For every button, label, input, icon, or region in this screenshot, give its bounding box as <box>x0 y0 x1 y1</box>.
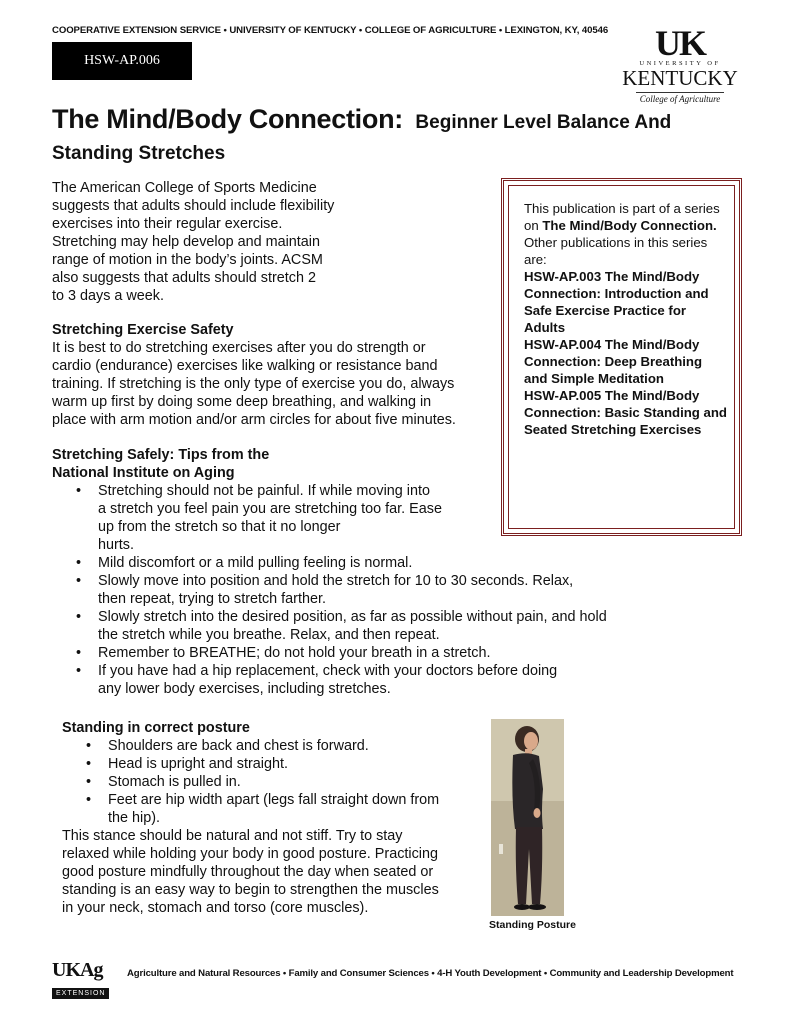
posture-heading: Standing in correct posture <box>62 720 250 736</box>
list-item-line: hurts. <box>98 537 134 553</box>
list-item <box>98 608 652 644</box>
ukag-logo-mark: UKAg <box>52 959 103 981</box>
intro-line: to 3 days a week. <box>52 288 164 304</box>
uk-college-logo <box>618 23 742 104</box>
list-item-line: • Stretching should not be painful. If while moving into <box>98 483 430 499</box>
intro-paragraph <box>52 179 382 305</box>
intro-line: range of motion in the body’s joints. ACSM <box>52 252 323 268</box>
uk-logo-kentucky: KENTUCKY <box>622 66 738 90</box>
intro-line: The American College of Sports Medicine <box>52 180 317 196</box>
sidebar-intro-text: This publication is part of a series on <box>524 201 720 233</box>
safety-heading: Stretching Exercise Safety <box>52 322 234 338</box>
list-item <box>108 791 482 827</box>
list-item-line: the hip). <box>108 810 160 826</box>
list-item <box>98 644 652 662</box>
list-item <box>108 755 482 773</box>
title-main: The Mind/Body Connection: <box>52 104 403 134</box>
uk-logo-mark: UK <box>655 23 705 63</box>
title-subtitle: Beginner Level Balance And Standing Stretches <box>52 112 672 164</box>
posture-list <box>62 737 482 827</box>
series-sidebar-content <box>524 200 729 438</box>
uk-logo-college: College of Agriculture <box>636 92 725 105</box>
tips-heading: National Institute on Aging <box>52 465 235 481</box>
intro-line: also suggests that adults should stretch 2 <box>52 270 316 286</box>
tips-heading: Stretching Safely: Tips from the <box>52 447 270 463</box>
sidebar-intro <box>524 200 729 234</box>
list-item-line: • If you have had a hip replacement, check with your doctors before doing <box>98 663 558 679</box>
list-item-line: • Feet are hip width apart (legs fall straight down from <box>108 792 440 808</box>
safety-line: cardio (endurance) exercises like walking or resistance band <box>52 358 438 374</box>
intro-line: exercises into their regular exercise. <box>52 216 283 232</box>
footer-program-areas: Agriculture and Natural Resources • Family and Consumer Sciences • 4-H Youth Development • Community and Leadership Development <box>127 968 734 979</box>
list-item <box>98 662 652 698</box>
safety-line: training. If stretching is the only type of exercise you do, always <box>52 376 455 392</box>
standing-person-illustration <box>491 719 564 916</box>
photo-caption: Standing Posture <box>489 919 576 931</box>
list-item <box>98 554 652 572</box>
posture-paragraph-line: This stance should be natural and not stiff. Try to stay <box>62 828 403 844</box>
list-item-line: • Remember to BREATHE; do not hold your breath in a stretch. <box>98 645 491 661</box>
posture-paragraph-line: standing is an easy way to begin to strengthen the muscles <box>62 882 439 898</box>
sidebar-series-name: The Mind/Body Connection. <box>542 218 717 233</box>
sidebar-publication: HSW-AP.004 The Mind/Body Connection: Deep Breathing and Simple Meditation <box>524 337 703 386</box>
list-item-line: • Head is upright and straight. <box>108 756 288 772</box>
list-item <box>108 773 482 791</box>
list-item-line: a stretch you feel pain you are stretching too far. Ease <box>98 501 442 517</box>
safety-line: It is best to do stretching exercises after you do strength or <box>52 340 426 356</box>
list-item <box>98 572 652 608</box>
list-item-line: • Stomach is pulled in. <box>108 774 241 790</box>
page-title <box>52 104 752 170</box>
series-sidebar-box <box>501 178 742 536</box>
list-item-line: the stretch while you breathe. Relax, and then repeat. <box>98 627 440 643</box>
standing-posture-photo <box>491 719 564 916</box>
list-item-line: • Shoulders are back and chest is forward. <box>108 738 369 754</box>
list-item-line: • Mild discomfort or a mild pulling feeling is normal. <box>98 555 413 571</box>
list-item <box>108 737 482 755</box>
list-item-line: • Slowly stretch into the desired position, as far as possible without pain, and hold <box>98 609 607 625</box>
ukag-extension-logo <box>52 958 118 998</box>
sidebar-other-label: Other publications in this series are: <box>524 235 708 267</box>
safety-line: warm up first by doing some deep breathing, and walking in <box>52 394 432 410</box>
intro-line: suggests that adults should include flexibility <box>52 198 335 214</box>
list-item-line: up from the stretch so that it no longer <box>98 519 341 535</box>
sidebar-publication: HSW-AP.005 The Mind/Body Connection: Basic Standing and Seated Stretching Exercises <box>524 388 727 437</box>
posture-section <box>62 719 482 917</box>
posture-paragraph-line: good posture mindfully throughout the day when seated or <box>62 864 434 880</box>
header-institution-line: COOPERATIVE EXTENSION SERVICE • UNIVERSITY OF KENTUCKY • COLLEGE OF AGRICULTURE • LEXINGTON, KY, 40546 <box>52 25 609 36</box>
posture-paragraph-line: in your neck, stomach and torso (core muscles). <box>62 900 369 916</box>
ukag-logo-tag: EXTENSION <box>52 988 109 999</box>
posture-paragraph-line: relaxed while holding your body in good posture. Practicing <box>62 846 438 862</box>
intro-line: Stretching may help develop and maintain <box>52 234 320 250</box>
publication-code-badge: HSW-AP.006 <box>52 42 192 80</box>
list-item-line: • Slowly move into position and hold the stretch for 10 to 30 seconds. Relax, <box>98 573 574 589</box>
sidebar-publication: HSW-AP.003 The Mind/Body Connection: Introduction and Safe Exercise Practice for Adults <box>524 269 709 335</box>
list-item-line: then repeat, trying to stretch farther. <box>98 591 326 607</box>
uk-logo-university: UNIVERSITY OF <box>639 60 721 67</box>
safety-section <box>52 321 502 429</box>
list-item-line: any lower body exercises, including stretches. <box>98 681 391 697</box>
safety-line: place with arm motion and/or arm circles for about five minutes. <box>52 412 456 428</box>
